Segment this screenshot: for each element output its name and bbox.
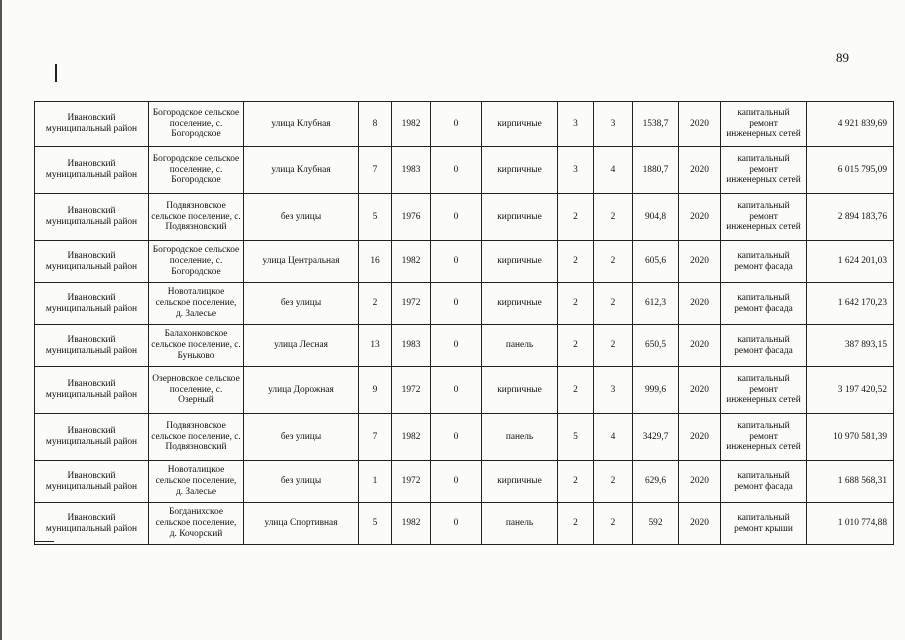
cost-cell: 6 015 795,09 (807, 147, 894, 194)
work-type-cell: капитальный ремонт крыши (721, 503, 807, 545)
house-number-cell: 8 (359, 102, 392, 147)
house-number-cell: 9 (359, 367, 392, 414)
settlement-cell: Богородское сельское поселение, с. Богородское (149, 241, 244, 283)
page-number: 89 (836, 50, 849, 65)
floors-cell: 2 (558, 283, 594, 325)
zero-cell: 0 (431, 102, 482, 147)
area-cell: 650,5 (633, 325, 679, 367)
wall-material-cell: кирпичные (482, 461, 558, 503)
work-type-cell: капитальный ремонт фасада (721, 325, 807, 367)
district-cell: Ивановский муниципальный район (35, 283, 149, 325)
build-year-cell: 1972 (392, 461, 431, 503)
street-cell: без улицы (244, 194, 359, 241)
street-cell: улица Дорожная (244, 367, 359, 414)
cost-cell: 2 894 183,76 (807, 194, 894, 241)
house-number-cell: 7 (359, 147, 392, 194)
work-type-cell: капитальный ремонт фасада (721, 461, 807, 503)
housing-repair-table (34, 101, 894, 545)
cost-cell: 1 624 201,03 (807, 241, 894, 283)
entrances-cell: 2 (594, 503, 633, 545)
work-type-cell: капитальный ремонт фасада (721, 283, 807, 325)
zero-cell: 0 (431, 503, 482, 545)
plan-year-cell: 2020 (679, 283, 721, 325)
table-row (35, 194, 894, 241)
district-cell: Ивановский муниципальный район (35, 194, 149, 241)
table-row (35, 367, 894, 414)
house-number-cell: 16 (359, 241, 392, 283)
zero-cell: 0 (431, 241, 482, 283)
floors-cell: 2 (558, 503, 594, 545)
table-row (35, 414, 894, 461)
house-number-cell: 2 (359, 283, 392, 325)
area-cell: 605,6 (633, 241, 679, 283)
street-cell: без улицы (244, 283, 359, 325)
entrances-cell: 3 (594, 367, 633, 414)
street-cell: без улицы (244, 414, 359, 461)
area-cell: 3429,7 (633, 414, 679, 461)
district-cell: Ивановский муниципальный район (35, 414, 149, 461)
floors-cell: 3 (558, 102, 594, 147)
settlement-cell: Подвязновское сельское поселение, с. Подвязновский (149, 194, 244, 241)
area-cell: 592 (633, 503, 679, 545)
entrances-cell: 2 (594, 241, 633, 283)
plan-year-cell: 2020 (679, 241, 721, 283)
house-number-cell: 5 (359, 194, 392, 241)
table-row (35, 325, 894, 367)
plan-year-cell: 2020 (679, 147, 721, 194)
zero-cell: 0 (431, 283, 482, 325)
entrances-cell: 2 (594, 325, 633, 367)
wall-material-cell: панель (482, 414, 558, 461)
plan-year-cell: 2020 (679, 414, 721, 461)
scan-left-edge (0, 0, 2, 640)
cost-cell: 4 921 839,69 (807, 102, 894, 147)
zero-cell: 0 (431, 461, 482, 503)
table-row (35, 102, 894, 147)
district-cell: Ивановский муниципальный район (35, 461, 149, 503)
entrances-cell: 4 (594, 147, 633, 194)
work-type-cell: капитальный ремонт инженерных сетей (721, 367, 807, 414)
cost-cell: 387 893,15 (807, 325, 894, 367)
street-cell: улица Лесная (244, 325, 359, 367)
wall-material-cell: кирпичные (482, 194, 558, 241)
zero-cell: 0 (431, 325, 482, 367)
build-year-cell: 1976 (392, 194, 431, 241)
area-cell: 904,8 (633, 194, 679, 241)
plan-year-cell: 2020 (679, 367, 721, 414)
work-type-cell: капитальный ремонт инженерных сетей (721, 147, 807, 194)
wall-material-cell: кирпичные (482, 367, 558, 414)
plan-year-cell: 2020 (679, 194, 721, 241)
build-year-cell: 1982 (392, 241, 431, 283)
work-type-cell: капитальный ремонт инженерных сетей (721, 102, 807, 147)
district-cell: Ивановский муниципальный район (35, 147, 149, 194)
entrances-cell: 3 (594, 102, 633, 147)
house-number-cell: 1 (359, 461, 392, 503)
entrances-cell: 2 (594, 283, 633, 325)
wall-material-cell: панель (482, 325, 558, 367)
work-type-cell: капитальный ремонт фасада (721, 241, 807, 283)
cost-cell: 10 970 581,39 (807, 414, 894, 461)
house-number-cell: 13 (359, 325, 392, 367)
house-number-cell: 7 (359, 414, 392, 461)
area-cell: 1538,7 (633, 102, 679, 147)
area-cell: 999,6 (633, 367, 679, 414)
cost-cell: 3 197 420,52 (807, 367, 894, 414)
build-year-cell: 1983 (392, 325, 431, 367)
settlement-cell: Богородское сельское поселение, с. Богородское (149, 147, 244, 194)
scan-mark (55, 64, 57, 82)
wall-material-cell: кирпичные (482, 102, 558, 147)
settlement-cell: Балахонковское сельское поселение, с. Буньково (149, 325, 244, 367)
cost-cell: 1 688 568,31 (807, 461, 894, 503)
area-cell: 612,3 (633, 283, 679, 325)
entrances-cell: 2 (594, 461, 633, 503)
build-year-cell: 1982 (392, 414, 431, 461)
district-cell: Ивановский муниципальный район (35, 325, 149, 367)
floors-cell: 2 (558, 241, 594, 283)
table-row (35, 461, 894, 503)
settlement-cell: Богданихское сельское поселение, д. Кочорский (149, 503, 244, 545)
table-row (35, 147, 894, 194)
entrances-cell: 2 (594, 194, 633, 241)
district-cell: Ивановский муниципальный район (35, 503, 149, 545)
zero-cell: 0 (431, 194, 482, 241)
cost-cell: 1 010 774,88 (807, 503, 894, 545)
floors-cell: 2 (558, 367, 594, 414)
cost-cell: 1 642 170,23 (807, 283, 894, 325)
build-year-cell: 1983 (392, 147, 431, 194)
build-year-cell: 1972 (392, 283, 431, 325)
work-type-cell: капитальный ремонт инженерных сетей (721, 414, 807, 461)
area-cell: 629,6 (633, 461, 679, 503)
floors-cell: 2 (558, 194, 594, 241)
district-cell: Ивановский муниципальный район (35, 241, 149, 283)
area-cell: 1880,7 (633, 147, 679, 194)
table-row (35, 283, 894, 325)
plan-year-cell: 2020 (679, 461, 721, 503)
settlement-cell: Новоталицкое сельское поселение, д. Залесье (149, 461, 244, 503)
wall-material-cell: кирпичные (482, 283, 558, 325)
street-cell: без улицы (244, 461, 359, 503)
build-year-cell: 1972 (392, 367, 431, 414)
street-cell: улица Центральная (244, 241, 359, 283)
table-row (35, 503, 894, 545)
wall-material-cell: кирпичные (482, 241, 558, 283)
plan-year-cell: 2020 (679, 325, 721, 367)
settlement-cell: Подвязновское сельское поселение, с. Подвязновский (149, 414, 244, 461)
wall-material-cell: кирпичные (482, 147, 558, 194)
wall-material-cell: панель (482, 503, 558, 545)
floors-cell: 5 (558, 414, 594, 461)
build-year-cell: 1982 (392, 102, 431, 147)
floors-cell: 3 (558, 147, 594, 194)
work-type-cell: капитальный ремонт инженерных сетей (721, 194, 807, 241)
district-cell: Ивановский муниципальный район (35, 102, 149, 147)
street-cell: улица Клубная (244, 102, 359, 147)
house-number-cell: 5 (359, 503, 392, 545)
zero-cell: 0 (431, 147, 482, 194)
street-cell: улица Спортивная (244, 503, 359, 545)
settlement-cell: Новоталицкое сельское поселение, д. Залесье (149, 283, 244, 325)
zero-cell: 0 (431, 367, 482, 414)
zero-cell: 0 (431, 414, 482, 461)
plan-year-cell: 2020 (679, 102, 721, 147)
plan-year-cell: 2020 (679, 503, 721, 545)
settlement-cell: Озерновское сельское поселение, с. Озерный (149, 367, 244, 414)
street-cell: улица Клубная (244, 147, 359, 194)
table-row (35, 241, 894, 283)
settlement-cell: Богородское сельское поселение, с. Богородское (149, 102, 244, 147)
district-cell: Ивановский муниципальный район (35, 367, 149, 414)
floors-cell: 2 (558, 325, 594, 367)
entrances-cell: 4 (594, 414, 633, 461)
floors-cell: 2 (558, 461, 594, 503)
build-year-cell: 1982 (392, 503, 431, 545)
